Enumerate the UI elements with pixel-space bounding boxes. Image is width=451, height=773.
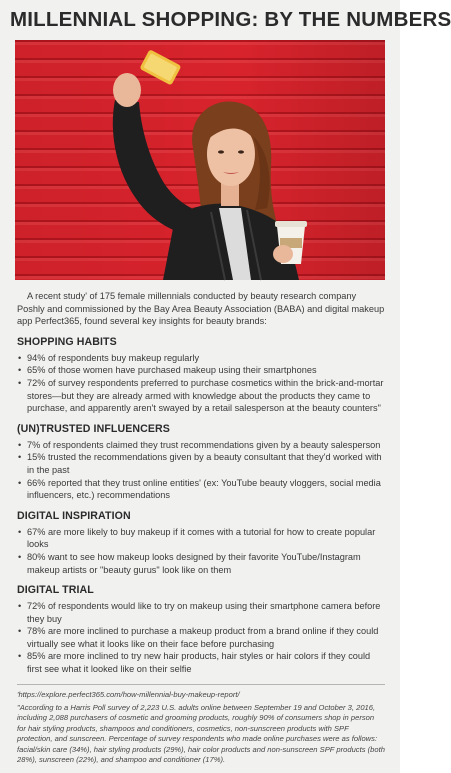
selfie-photo bbox=[15, 40, 385, 280]
section-shopping-habits bbox=[17, 336, 385, 415]
intro-paragraph: A recent study' of 175 female millennials conducted by beauty research company Poshly and commissioned by the Bay Area Beauty Association (BABA) and digital makeup app Perfect365, found several key insights for beauty brands: bbox=[17, 291, 385, 327]
section-untrusted-influencers bbox=[17, 423, 385, 502]
hand bbox=[113, 73, 141, 107]
section-digital-inspiration bbox=[17, 510, 385, 576]
list-item: • 80% want to see how makeup looks designed by their favorite YouTube/Instagram makeup artists or "beauty gurus" look like on them bbox=[17, 551, 385, 576]
list-item: • 7% of respondents claimed they trust recommendations given by a beauty salesperson bbox=[17, 439, 385, 452]
list-item: • 85% are more inclined to try new hair products, hair styles or hair colors if they could first see what it looked like on their selfie bbox=[17, 650, 385, 675]
list-item: • 78% are more inclined to purchase a makeup product from a brand online if they could virtually see what it looks like on their face before purchasing bbox=[17, 625, 385, 650]
list-item: • 94% of respondents buy makeup regularly bbox=[17, 352, 385, 365]
list-item: • 66% reported that they trust online entities' (ex: YouTube beauty vloggers, social media influencers, etc.) recommendations bbox=[17, 477, 385, 502]
section-title: DIGITAL INSPIRATION bbox=[17, 509, 131, 522]
footnote-harris-poll: "According to a Harris Poll survey of 2,223 U.S. adults online between September 19 and October 3, 2016, including 2,088 purchasers of cosmetic and grooming products, roughly 90% of consumers shop in person for hair styling products, shampoos and conditioners, cosmetics, non-sunscreen products with SPF protection, and sunscreen. Percentage of survey respondents who made online purchases were as follows: facial/skin care (34%), hair styling products (29%), hair color products and non-sunscreen SPF products (both 28%), sunscreen (22%), and shampoo and conditioner (17%). bbox=[17, 703, 385, 765]
page-title: MILLENNIAL SHOPPING: BY THE NUMBERS bbox=[10, 8, 451, 31]
footnote-divider bbox=[17, 684, 385, 685]
list-item: • 65% of those women have purchased makeup using their smartphones bbox=[17, 364, 385, 377]
section-title: (UN)TRUSTED INFLUENCERS bbox=[17, 422, 170, 435]
article-body bbox=[17, 290, 385, 769]
list-item: • 72% of survey respondents preferred to purchase cosmetics within the brick-and-mortar stores—but they are already armed with knowledge about the products they came to purchase, and apparently aren't swayed by a retail salesperson at the beauty counters" bbox=[17, 377, 385, 415]
footnote-source-url: 'https://explore.perfect365.com/how-millennial-buy-makeup-report/ bbox=[17, 689, 240, 699]
list-item: • 67% are more likely to buy makeup if it comes with a tutorial for how to create popular looks bbox=[17, 526, 385, 551]
section-digital-trial bbox=[17, 584, 385, 676]
section-title: DIGITAL TRIAL bbox=[17, 584, 94, 597]
section-title: SHOPPING HABITS bbox=[17, 335, 117, 348]
selfie-illustration bbox=[15, 40, 385, 280]
list-item: • 72% of respondents would like to try on makeup using their smartphone camera before they buy bbox=[17, 600, 385, 625]
list-item: • 15% trusted the recommendations given by a beauty consultant that they'd worked with in the past bbox=[17, 451, 385, 476]
